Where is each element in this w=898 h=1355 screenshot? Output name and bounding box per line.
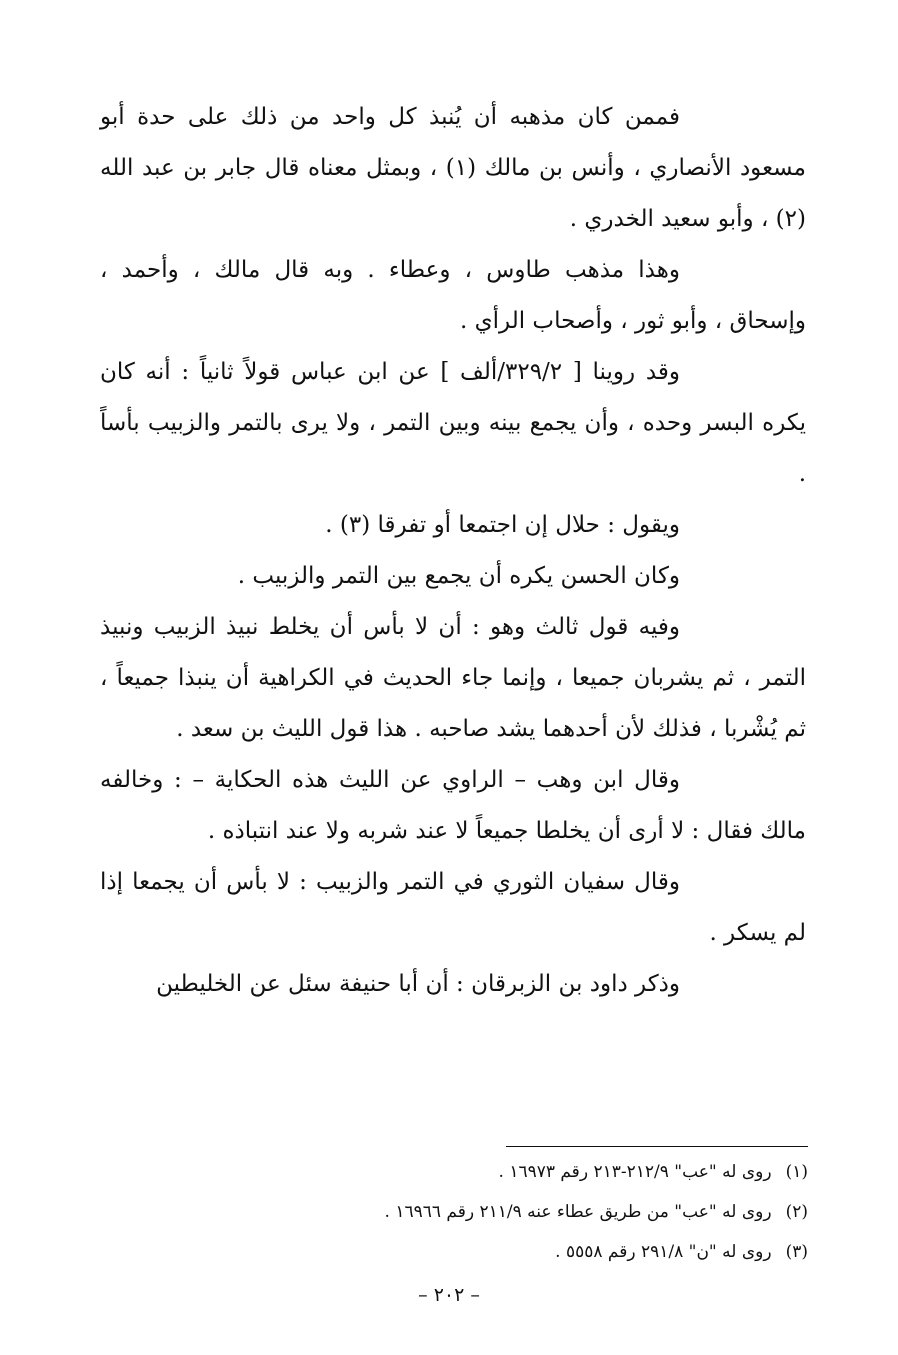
footnote-1 bbox=[300, 1152, 808, 1192]
footnote-text: روى له "عب" من طريق عطاء عنه ٢١١/٩ رقم ١٦٩٦٦ . bbox=[384, 1202, 772, 1222]
paragraph-7: وقال ابن وهب – الراوي عن الليث هذه الحكاية – : وخالفه مالك فقال : لا أرى أن يخلطا جميعاً لا عند شربه ولا عند انتباذه . bbox=[100, 767, 806, 844]
paragraph-3: وقد روينا [ ٣٢٩/٢/ألف ] عن ابن عباس قولاً ثانياً : أنه كان يكره البسر وحده ، وأن يجمع بينه وبين التمر ، ولا يرى بالتمر والزبيب بأساً . bbox=[100, 359, 806, 487]
footnote-3 bbox=[300, 1232, 808, 1272]
main-text bbox=[100, 92, 806, 1010]
footnote-text: روى له "عب" ٢١٢/٩-٢١٣ رقم ١٦٩٧٣ . bbox=[498, 1162, 772, 1182]
footnote-number: (١) bbox=[785, 1162, 808, 1182]
footnote-text: روى له "ن" ٢٩١/٨ رقم ٥٥٥٨ . bbox=[555, 1242, 772, 1262]
paragraph-1: فممن كان مذهبه أن يُنبذ كل واحد من ذلك على حدة أبو مسعود الأنصاري ، وأنس بن مالك (١) ، وبمثل معناه قال جابر بن عبد الله (٢) ، وأبو سعيد الخدري . bbox=[100, 104, 806, 232]
paragraph-4: ويقول : حلال إن اجتمعا أو تفرقا (٣) . bbox=[325, 512, 680, 538]
paragraph-8: وقال سفيان الثوري في التمر والزبيب : لا بأس أن يجمعا إذا لم يسكر . bbox=[100, 869, 806, 946]
footnote-divider bbox=[506, 1146, 808, 1147]
paragraph-9: وذكر داود بن الزبرقان : أن أبا حنيفة سئل عن الخليطين bbox=[156, 971, 680, 997]
paragraph-2: وهذا مذهب طاوس ، وعطاء . وبه قال مالك ، وأحمد ، وإسحاق ، وأبو ثور ، وأصحاب الرأي . bbox=[100, 257, 806, 334]
footnote-number: (٢) bbox=[785, 1202, 808, 1222]
footnote-2 bbox=[300, 1192, 808, 1232]
page-number: – ٢٠٢ – bbox=[418, 1284, 480, 1306]
footnotes bbox=[300, 1152, 808, 1272]
paragraph-6: وفيه قول ثالث وهو : أن لا بأس أن يخلط نبيذ الزبيب ونبيذ التمر ، ثم يشربان جميعا ، وإنما جاء الحديث في الكراهية أن ينبذا جميعاً ، ثم يُشْربا ، فذلك لأن أحدهما يشد صاحبه . هذا قول الليث بن سعد . bbox=[100, 614, 806, 742]
footnote-number: (٣) bbox=[785, 1242, 808, 1262]
paragraph-5: وكان الحسن يكره أن يجمع بين التمر والزبيب . bbox=[237, 563, 680, 589]
